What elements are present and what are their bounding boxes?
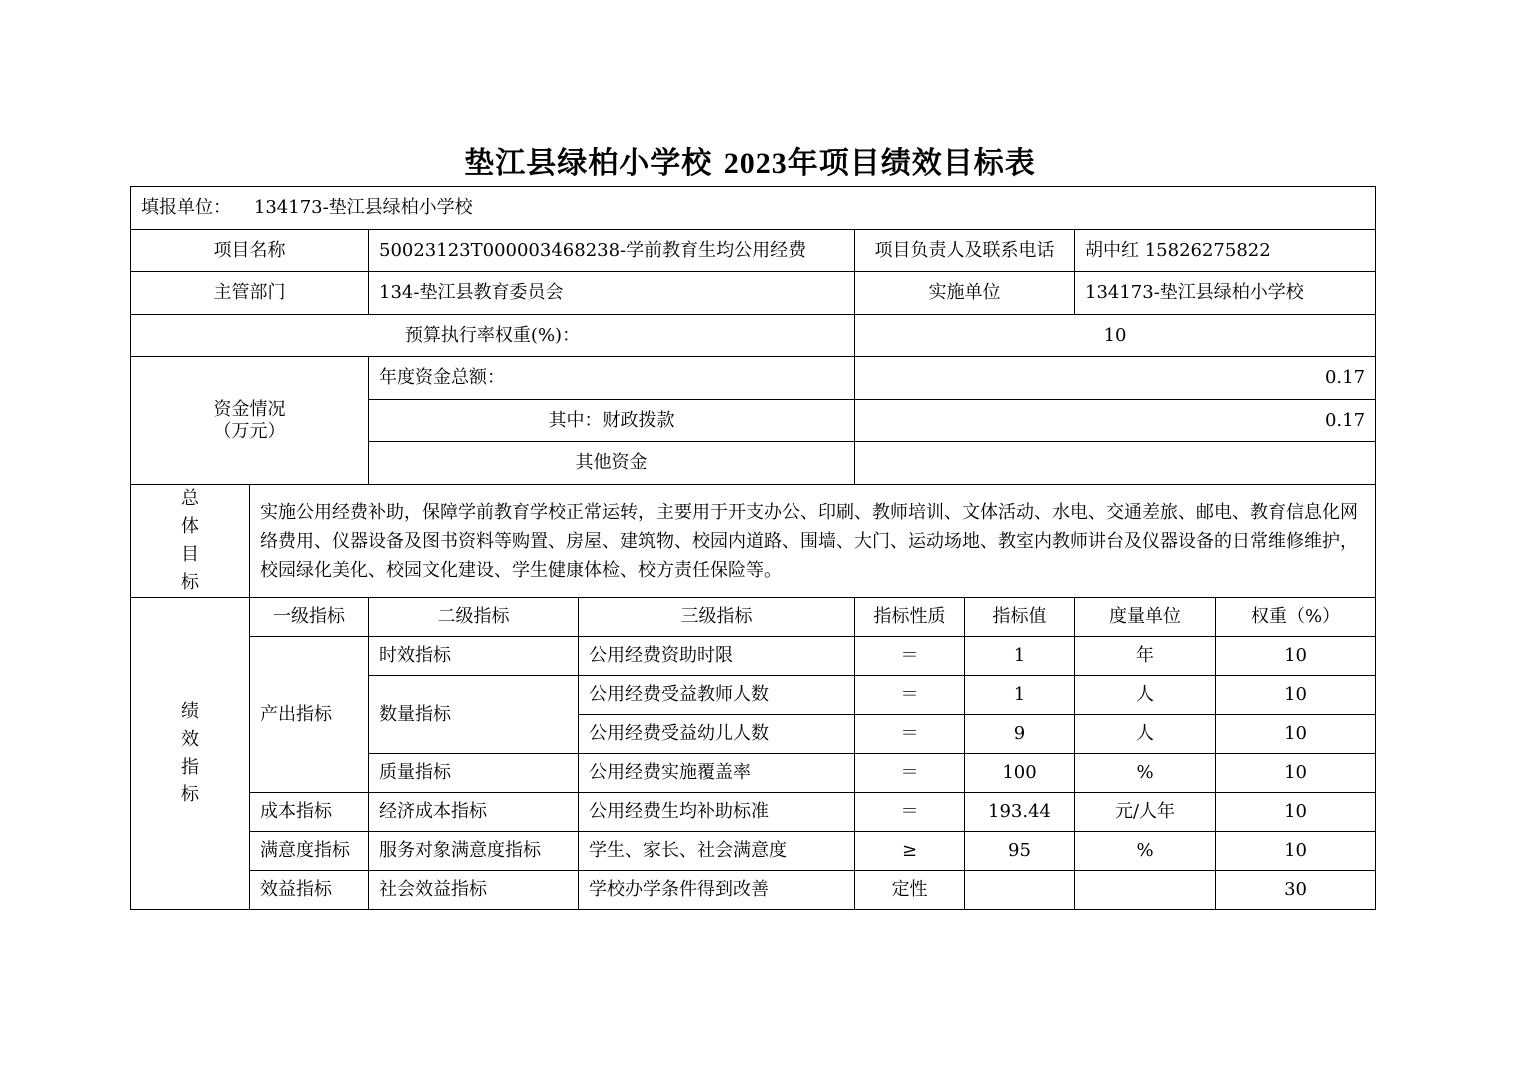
perf-label-char: 效 [181, 728, 199, 750]
project-contact-label: 项目负责人及联系电话 [855, 230, 1075, 272]
project-row [131, 230, 1376, 272]
project-name-label: 项目名称 [131, 230, 369, 272]
nature-cell: ＝ [855, 715, 965, 754]
unit-cell: % [1075, 754, 1216, 793]
header-nature: 指标性质 [855, 598, 965, 637]
level1-cell: 成本指标 [250, 793, 369, 832]
filler-row [131, 187, 1376, 230]
nature-cell: ＝ [855, 793, 965, 832]
title-main: 垫江县绿柏小学校 [464, 146, 713, 181]
weight-cell: 10 [1216, 754, 1376, 793]
level2-cell: 服务对象满意度指标 [369, 832, 579, 871]
overall-label-char: 总 [181, 488, 199, 510]
value-cell: 193.44 [965, 793, 1075, 832]
perf-label-char: 绩 [181, 700, 199, 722]
table-row [131, 637, 1376, 676]
level1-cell: 产出指标 [250, 637, 369, 793]
overall-goal-text: 实施公用经费补助，保障学前教育学校正常运转，主要用于开支办公、印刷、教师培训、文体活动、水电、交通差旅、邮电、教育信息化网络费用、仪器设备及图书资料等购置、房屋、建筑物、校园内道路、围墙、大门、运动场地、教室内教师讲台及仪器设备的日常维修维护，校园绿化美化、校园文化建设、学生健康体检、校方责任保险等。 [250, 485, 1376, 598]
nature-cell: 定性 [855, 871, 965, 910]
value-cell: 100 [965, 754, 1075, 793]
unit-cell: % [1075, 832, 1216, 871]
funds-other-value [855, 442, 1376, 485]
filler-label: 填报单位： [141, 197, 231, 219]
dept-row [131, 272, 1376, 315]
funds-label-line1: 资金情况 [213, 398, 286, 420]
overall-label-char: 体 [181, 516, 199, 538]
level2-cell: 数量指标 [369, 676, 579, 754]
filler-cell [131, 187, 1376, 230]
level2-cell: 时效指标 [369, 637, 579, 676]
weight-cell: 10 [1216, 832, 1376, 871]
nature-cell: ＝ [855, 754, 965, 793]
level3-cell: 公用经费生均补助标准 [579, 793, 855, 832]
project-contact-value: 胡中红 15826275822 [1075, 230, 1376, 272]
funds-total-label: 年度资金总额： [369, 357, 855, 400]
funds-total-row [131, 357, 1376, 400]
overall-label-char: 目 [181, 544, 199, 565]
unit-cell: 人 [1075, 676, 1216, 715]
dept-label: 主管部门 [131, 272, 369, 315]
perf-label-char: 指 [181, 756, 199, 778]
level3-cell: 公用经费实施覆盖率 [579, 754, 855, 793]
unit-cell: 年 [1075, 637, 1216, 676]
perf-label-char: 标 [181, 784, 199, 806]
project-name-value: 50023123T000003468238-学前教育生均公用经费 [369, 230, 855, 272]
header-level3: 三级指标 [579, 598, 855, 637]
value-cell: 95 [965, 832, 1075, 871]
impl-label: 实施单位 [855, 272, 1075, 315]
weight-cell: 10 [1216, 715, 1376, 754]
perf-header-row [131, 598, 1376, 637]
value-cell [965, 871, 1075, 910]
weight-cell: 10 [1216, 793, 1376, 832]
title-year: 2023 [723, 147, 788, 180]
level1-cell: 满意度指标 [250, 832, 369, 871]
weight-cell: 10 [1216, 676, 1376, 715]
header-level1: 一级指标 [250, 598, 369, 637]
level2-cell: 经济成本指标 [369, 793, 579, 832]
impl-value: 134173-垫江县绿柏小学校 [1075, 272, 1376, 315]
page-title [0, 138, 1500, 182]
unit-cell: 元/人年 [1075, 793, 1216, 832]
nature-cell: ＝ [855, 676, 965, 715]
funds-label [131, 357, 369, 485]
level1-cell: 效益指标 [250, 871, 369, 910]
funds-fiscal-value: 0.17 [855, 400, 1376, 442]
weight-cell: 10 [1216, 637, 1376, 676]
level2-cell: 社会效益指标 [369, 871, 579, 910]
performance-target-table [130, 186, 1376, 910]
header-level2: 二级指标 [369, 598, 579, 637]
level3-cell: 学校办学条件得到改善 [579, 871, 855, 910]
overall-label-char: 标 [181, 571, 199, 593]
value-cell: 1 [965, 676, 1075, 715]
level2-cell: 质量指标 [369, 754, 579, 793]
funds-label-line2: （万元） [213, 420, 286, 442]
header-value: 指标值 [965, 598, 1075, 637]
value-cell: 1 [965, 637, 1075, 676]
funds-fiscal-label: 其中：财政拨款 [369, 400, 855, 442]
level3-cell: 公用经费受益教师人数 [579, 676, 855, 715]
level3-cell: 学生、家长、社会满意度 [579, 832, 855, 871]
table-row [131, 871, 1376, 910]
table-row [131, 793, 1376, 832]
nature-cell: ＝ [855, 637, 965, 676]
dept-value: 134-垫江县教育委员会 [369, 272, 855, 315]
value-cell: 9 [965, 715, 1075, 754]
budget-weight-label: 预算执行率权重(%)： [131, 315, 855, 357]
filler-value: 134173-垫江县绿柏小学校 [253, 197, 473, 219]
title-suffix: 年项目绩效目标表 [787, 146, 1036, 181]
level3-cell: 公用经费资助时限 [579, 637, 855, 676]
perf-indicator-label [131, 598, 250, 910]
header-unit: 度量单位 [1075, 598, 1216, 637]
weight-cell: 30 [1216, 871, 1376, 910]
budget-weight-value: 10 [855, 315, 1376, 357]
overall-goal-label [131, 485, 250, 598]
unit-cell: 人 [1075, 715, 1216, 754]
header-weight: 权重（%） [1216, 598, 1376, 637]
overall-goal-row [131, 485, 1376, 598]
unit-cell [1075, 871, 1216, 910]
budget-weight-row [131, 315, 1376, 357]
level3-cell: 公用经费受益幼儿人数 [579, 715, 855, 754]
table-row [131, 832, 1376, 871]
funds-other-label: 其他资金 [369, 442, 855, 485]
funds-total-value: 0.17 [855, 357, 1376, 400]
nature-cell: ≥ [855, 832, 965, 871]
